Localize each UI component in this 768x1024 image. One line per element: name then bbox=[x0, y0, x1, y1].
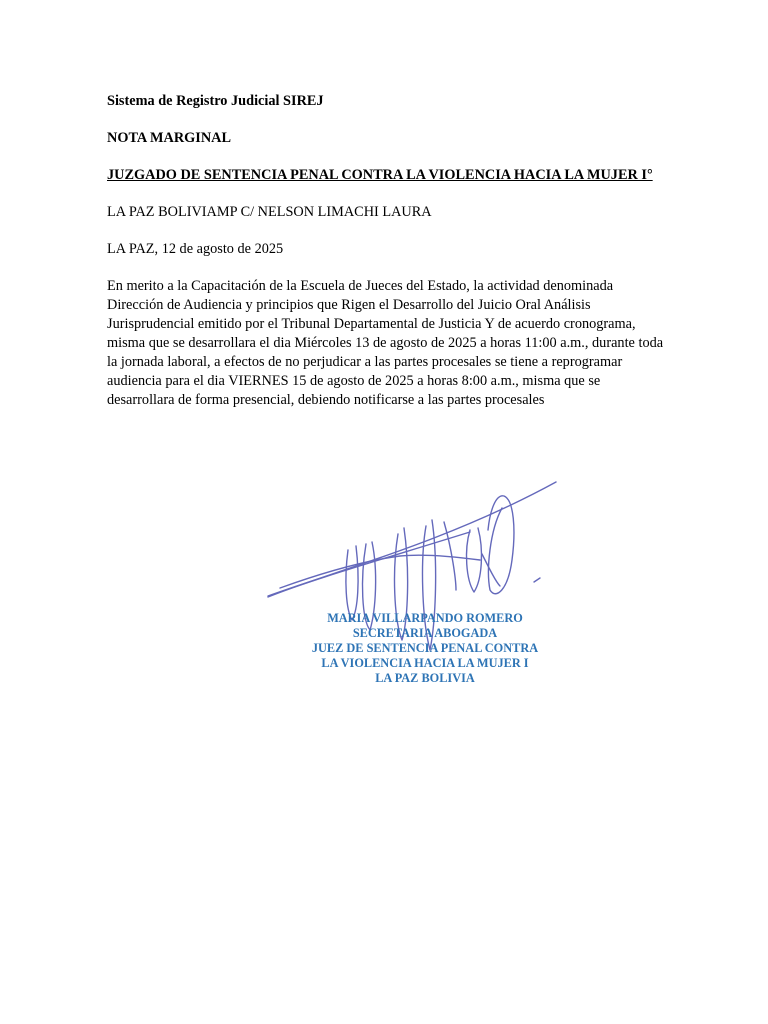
signer-court-line-1: JUEZ DE SENTENCIA PENAL CONTRA bbox=[311, 641, 539, 655]
date-line: LA PAZ, 12 de agosto de 2025 bbox=[107, 241, 284, 257]
signer-court-line-2: LA VIOLENCIA HACIA LA MUJER I bbox=[321, 656, 529, 670]
court-title: JUZGADO DE SENTENCIA PENAL CONTRA LA VIOLENCIA HACIA LA MUJER I° bbox=[107, 167, 653, 183]
signer-location: LA PAZ BOLIVIA bbox=[375, 671, 475, 685]
case-parties: LA PAZ BOLIVIAMP C/ NELSON LIMACHI LAURA bbox=[107, 204, 432, 220]
signer-title: SECRETARIA ABOGADA bbox=[352, 626, 498, 640]
note-type-heading: NOTA MARGINAL bbox=[107, 130, 232, 146]
system-name: Sistema de Registro Judicial SIREJ bbox=[107, 93, 324, 109]
document-content bbox=[107, 92, 667, 410]
signer-block bbox=[300, 611, 550, 686]
signer-name: MARIA VILLARPANDO ROMERO bbox=[327, 611, 523, 625]
body-paragraph: En merito a la Capacitación de la Escuela de Jueces del Estado, la actividad denominada Dirección de Audiencia y principios que Rigen el Desarrollo del Juicio Oral Análisis Jurisprudencial emitido por el Tribunal Departamental de Justicia Y de acuerdo cronograma, misma que se desarrollara el dia Miércoles 13 de agosto de 2025 a horas 11:00 a.m., durante toda la jornada laboral, a efectos de no perjudicar a las partes procesales se tiene a reprogramar audiencia para el dia VIERNES 15 de agosto de 2025 a horas 8:00 a.m., misma que se desarrollara de forma presencial, debiendo notificarse a las partes procesales bbox=[107, 278, 664, 408]
